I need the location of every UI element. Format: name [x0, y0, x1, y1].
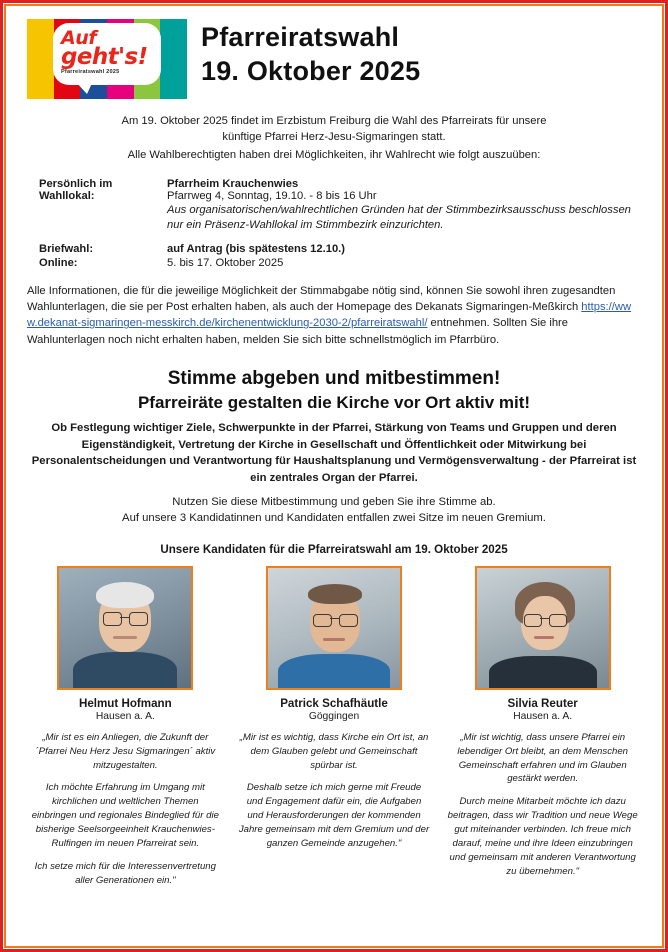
photo-mouth: [323, 638, 345, 641]
photo-glasses-left: [103, 612, 122, 626]
photo-glasses-bridge: [330, 618, 339, 620]
headline-line-2: Pfarreiräte gestalten die Kirche vor Ort aktiv mit!: [137, 392, 531, 412]
closing-text: [27, 494, 641, 527]
intro-line-3: Alle Wahlberechtigten haben drei Möglichkeiten, ihr Wahlrecht wie folgt auszuüben:: [127, 149, 541, 162]
candidate-quote-paragraph: „Mir ist wichtig, dass unsere Pfarrei ein lebendiger Ort bleibt, an dem Menschen Gemeinschaft erfahren und im Glauben gestärkt werden.: [457, 731, 628, 785]
photo-glasses-bridge: [120, 617, 129, 619]
photo-glasses-right: [129, 612, 148, 626]
candidates-list: [27, 566, 641, 888]
candidate-name: Silvia Reuter: [507, 696, 578, 710]
candidate-quote: [444, 731, 641, 879]
page-title-line1: Pfarreiratswahl: [201, 22, 400, 52]
candidate-photo: [57, 566, 193, 690]
candidate-quote-paragraph: Deshalb setze ich mich gerne mit Freude und Engagement dafür ein, die Aufgaben und Herausforderungen der kommenden Jahre gemeinsam mit dem Gremium und der ganzen Gemeinde anzugehen.": [238, 782, 430, 850]
information-paragraph-part2: entnehmen. Sollten Sie ihre Wahlunterlagen noch nicht erhalten haben, melden Sie sich bitte schnellstmöglich im Pfarrbüro.: [27, 317, 569, 346]
candidate-card: [236, 566, 433, 888]
candidate-quote: [27, 731, 224, 888]
header: [27, 15, 641, 99]
closing-line-1: Nutzen Sie diese Mitbestimmung und geben Sie ihre Stimme ab.: [172, 495, 496, 508]
candidate-quote-paragraph: „Mir ist es ein Anliegen, die Zukunft der ´Pfarrei Neu Herz Jesu Sigmaringen´ aktiv mitzugestalten.: [35, 731, 216, 771]
voting-options: [27, 178, 641, 269]
flyer-content: [9, 9, 659, 943]
council-role-paragraph: Ob Festlegung wichtiger Ziele, Schwerpunkte in der Pfarrei, Stärkung von Teams und Gruppen und deren Eigenständigkeit, Vertretung der Kirche in Gesellschaft und Öffentlichkeit oder Mitwirkung bei Personalentscheidungen und Verantwortung für Haushaltsplanung und Vermögensverwaltung - der Pfarreirat ist ein zentrales Organ der Pfarrei.: [31, 422, 637, 484]
candidate-name: Helmut Hofmann: [78, 696, 172, 710]
information-paragraph-part1: Alle Informationen, die für die jeweilige Möglichkeit der Stimmabgabe nötig sind, können Sie sowohl ihren zugesandten Wahlunterlagen, die sie per Post erhalten haben, als auch der Homepage des Dekanats Sigmaringen-Meßkirch: [27, 284, 616, 314]
dekanat-website-link[interactable]: https://www.dekanat-sigmaringen-messkirch.de/kirchenentwicklung-2030-2/pfarreiratswahl/: [27, 301, 632, 330]
call-to-action-headline: [27, 366, 641, 415]
intro-text: [27, 113, 641, 164]
photo-glasses-left: [524, 614, 542, 627]
campaign-logo: [27, 19, 187, 99]
option-value: [167, 257, 641, 269]
option-value: [167, 178, 641, 233]
option-label: Briefwahl:: [39, 242, 94, 255]
candidate-place: Göggingen: [308, 710, 360, 722]
candidate-quote-paragraph: „Mir ist es wichtig, dass Kirche ein Ort ist, an dem Glauben gelebt und Gemeinschaft spürbar ist.: [239, 731, 429, 771]
option-value-bold: Pfarrheim Krauchenwies: [167, 177, 299, 190]
candidate-place: Hausen a. A.: [95, 710, 155, 722]
candidate-quote: [236, 731, 433, 851]
candidates-heading: Unsere Kandidaten für die Pfarreiratswahl am 19. Oktober 2025: [160, 542, 508, 556]
photo-hair: [96, 582, 154, 608]
logo-line1: Auf: [61, 27, 97, 49]
option-row-online: [39, 257, 641, 269]
closing-line-2: Auf unsere 3 Kandidatinnen und Kandidaten entfallen zwei Sitze im neuen Gremium.: [122, 512, 546, 525]
candidate-quote-paragraph: Ich möchte Erfahrung im Umgang mit kirchlichen und weltlichen Themen einbringen und regionales Bindeglied für die bisherige Seelsorgeeinheit Krauchenwies-Rulfingen im neuen Pfarreirat sein.: [31, 782, 219, 850]
photo-mouth: [113, 636, 137, 639]
option-note: Aus organisatorischen/wahlrechtlichen Gründen hat der Stimmbezirksausschuss beschlossen nur ein Präsenz-Wahllokal im Stimmbezirk einzurichten.: [167, 203, 631, 231]
candidate-place: Hausen a. A.: [513, 710, 573, 722]
photo-torso: [489, 656, 597, 690]
intro-line-1: Am 19. Oktober 2025 findet im Erzbistum Freiburg die Wahl des Pfarreirats für unsere: [121, 115, 547, 127]
photo-torso: [73, 652, 177, 690]
option-value-sub: Pfarrweg 4, Sonntag, 19.10. - 8 bis 16 Uhr: [167, 189, 377, 202]
logo-line2: geht's!: [61, 44, 148, 70]
photo-hair: [308, 584, 362, 604]
candidate-quote-paragraph: Ich setze mich für die Interessenvertretung aller Generationen ein.": [34, 860, 216, 886]
photo-glasses-right: [549, 614, 567, 627]
photo-mouth: [534, 636, 554, 639]
page-title-line2: 19. Oktober 2025: [201, 55, 421, 86]
information-paragraph: [27, 283, 641, 348]
candidate-photo: [475, 566, 611, 690]
header-titles: [201, 19, 641, 89]
photo-glasses-left: [313, 614, 332, 627]
candidate-card: [27, 566, 224, 888]
option-label: Persönlich im Wahllokal:: [39, 177, 113, 202]
candidate-card: [444, 566, 641, 888]
photo-glasses-right: [339, 614, 358, 627]
option-value-sub: 5. bis 17. Oktober 2025: [167, 256, 284, 269]
headline-line-1: Stimme abgeben und mitbestimmen!: [167, 367, 501, 389]
option-label: Online:: [39, 256, 78, 269]
logo-line3: Pfarreiratswahl 2025: [61, 69, 120, 75]
candidate-quote-paragraph: Durch meine Mitarbeit möchte ich dazu beitragen, dass wir Tradition und neue Wege gut miteinander verbinden. Ich freue mich darauf, meine und ihre Ideen einzubringen und gemeinsam mit anderen Verantwortung zu übernehmen.": [447, 796, 638, 877]
option-value-bold: auf Antrag (bis spätestens 12.10.): [167, 242, 346, 255]
candidate-photo: [266, 566, 402, 690]
option-value: [167, 243, 641, 255]
photo-torso: [278, 654, 390, 690]
candidate-name: Patrick Schafhäutle: [280, 696, 388, 710]
option-row-polling-station: [39, 178, 641, 233]
intro-line-2: künftige Pfarrei Herz-Jesu-Sigmaringen statt.: [222, 131, 446, 144]
option-row-postal-vote: [39, 243, 641, 255]
photo-glasses-bridge: [540, 618, 549, 620]
